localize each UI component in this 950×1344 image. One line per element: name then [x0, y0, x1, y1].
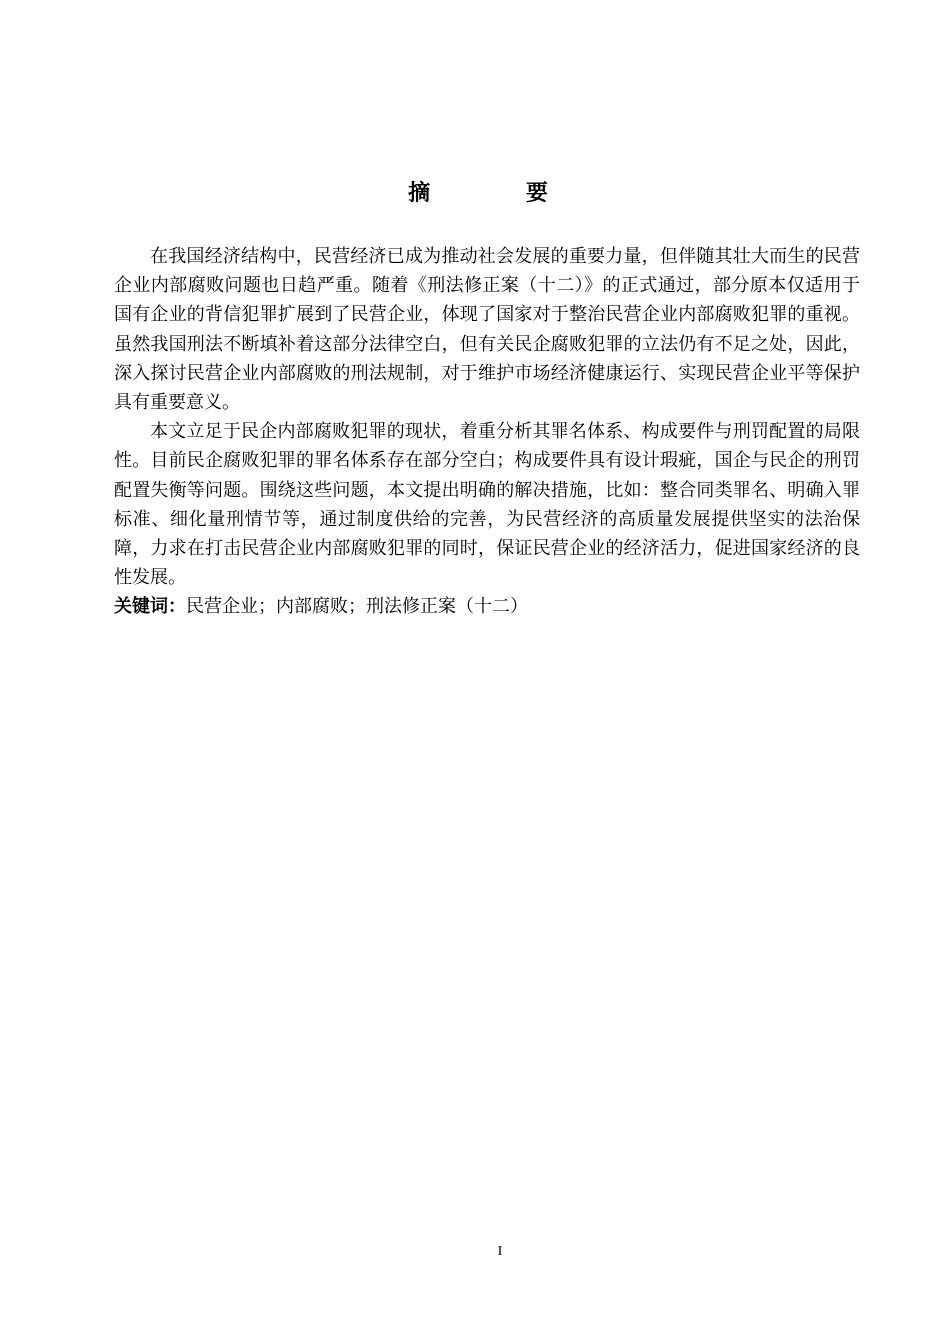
- page-number: I: [497, 1244, 503, 1259]
- keywords-text: 民营企业；内部腐败；刑法修正案（十二）: [186, 596, 528, 618]
- abstract-paragraph-2: 本文立足于民企内部腐败犯罪的现状，着重分析其罪名体系、构成要件与刑罚配置的局限性。目前民企腐败犯罪的罪名体系存在部分空白；构成要件具有设计瑕疵，国企与民企的刑罚配置失衡等问题。围绕这些问题，本文提出明确的解决措施，比如：整合同类罪名、明确入罪标准、细化量刑情节等，通过制度供给的完善，为民营经济的高质量发展提供坚实的法治保障，力求在打击民营企业内部腐败犯罪的同时，保证民营企业的经济活力，促进国家经济的良性发展。: [114, 421, 860, 589]
- abstract-paragraph-1: 在我国经济结构中，民营经济已成为推动社会发展的重要力量，但伴随其壮大而生的民营企业内部腐败问题也日趋严重。随着《刑法修正案（十二）》的正式通过，部分原本仅适用于国有企业的背信犯罪扩展到了民营企业，体现了国家对于整治民营企业内部腐败犯罪的重视。虽然我国刑法不断填补着这部分法律空白，但有关民企腐败犯罪的立法仍有不足之处，因此，深入探讨民营企业内部腐败的刑法规制，对于维护市场经济健康运行、实现民营企业平等保护具有重要意义。: [114, 246, 860, 414]
- abstract-title: 摘 要: [408, 181, 592, 206]
- abstract-body: [114, 242, 860, 622]
- keywords-label: 关键词：: [114, 596, 186, 618]
- keywords-line: [114, 592, 860, 621]
